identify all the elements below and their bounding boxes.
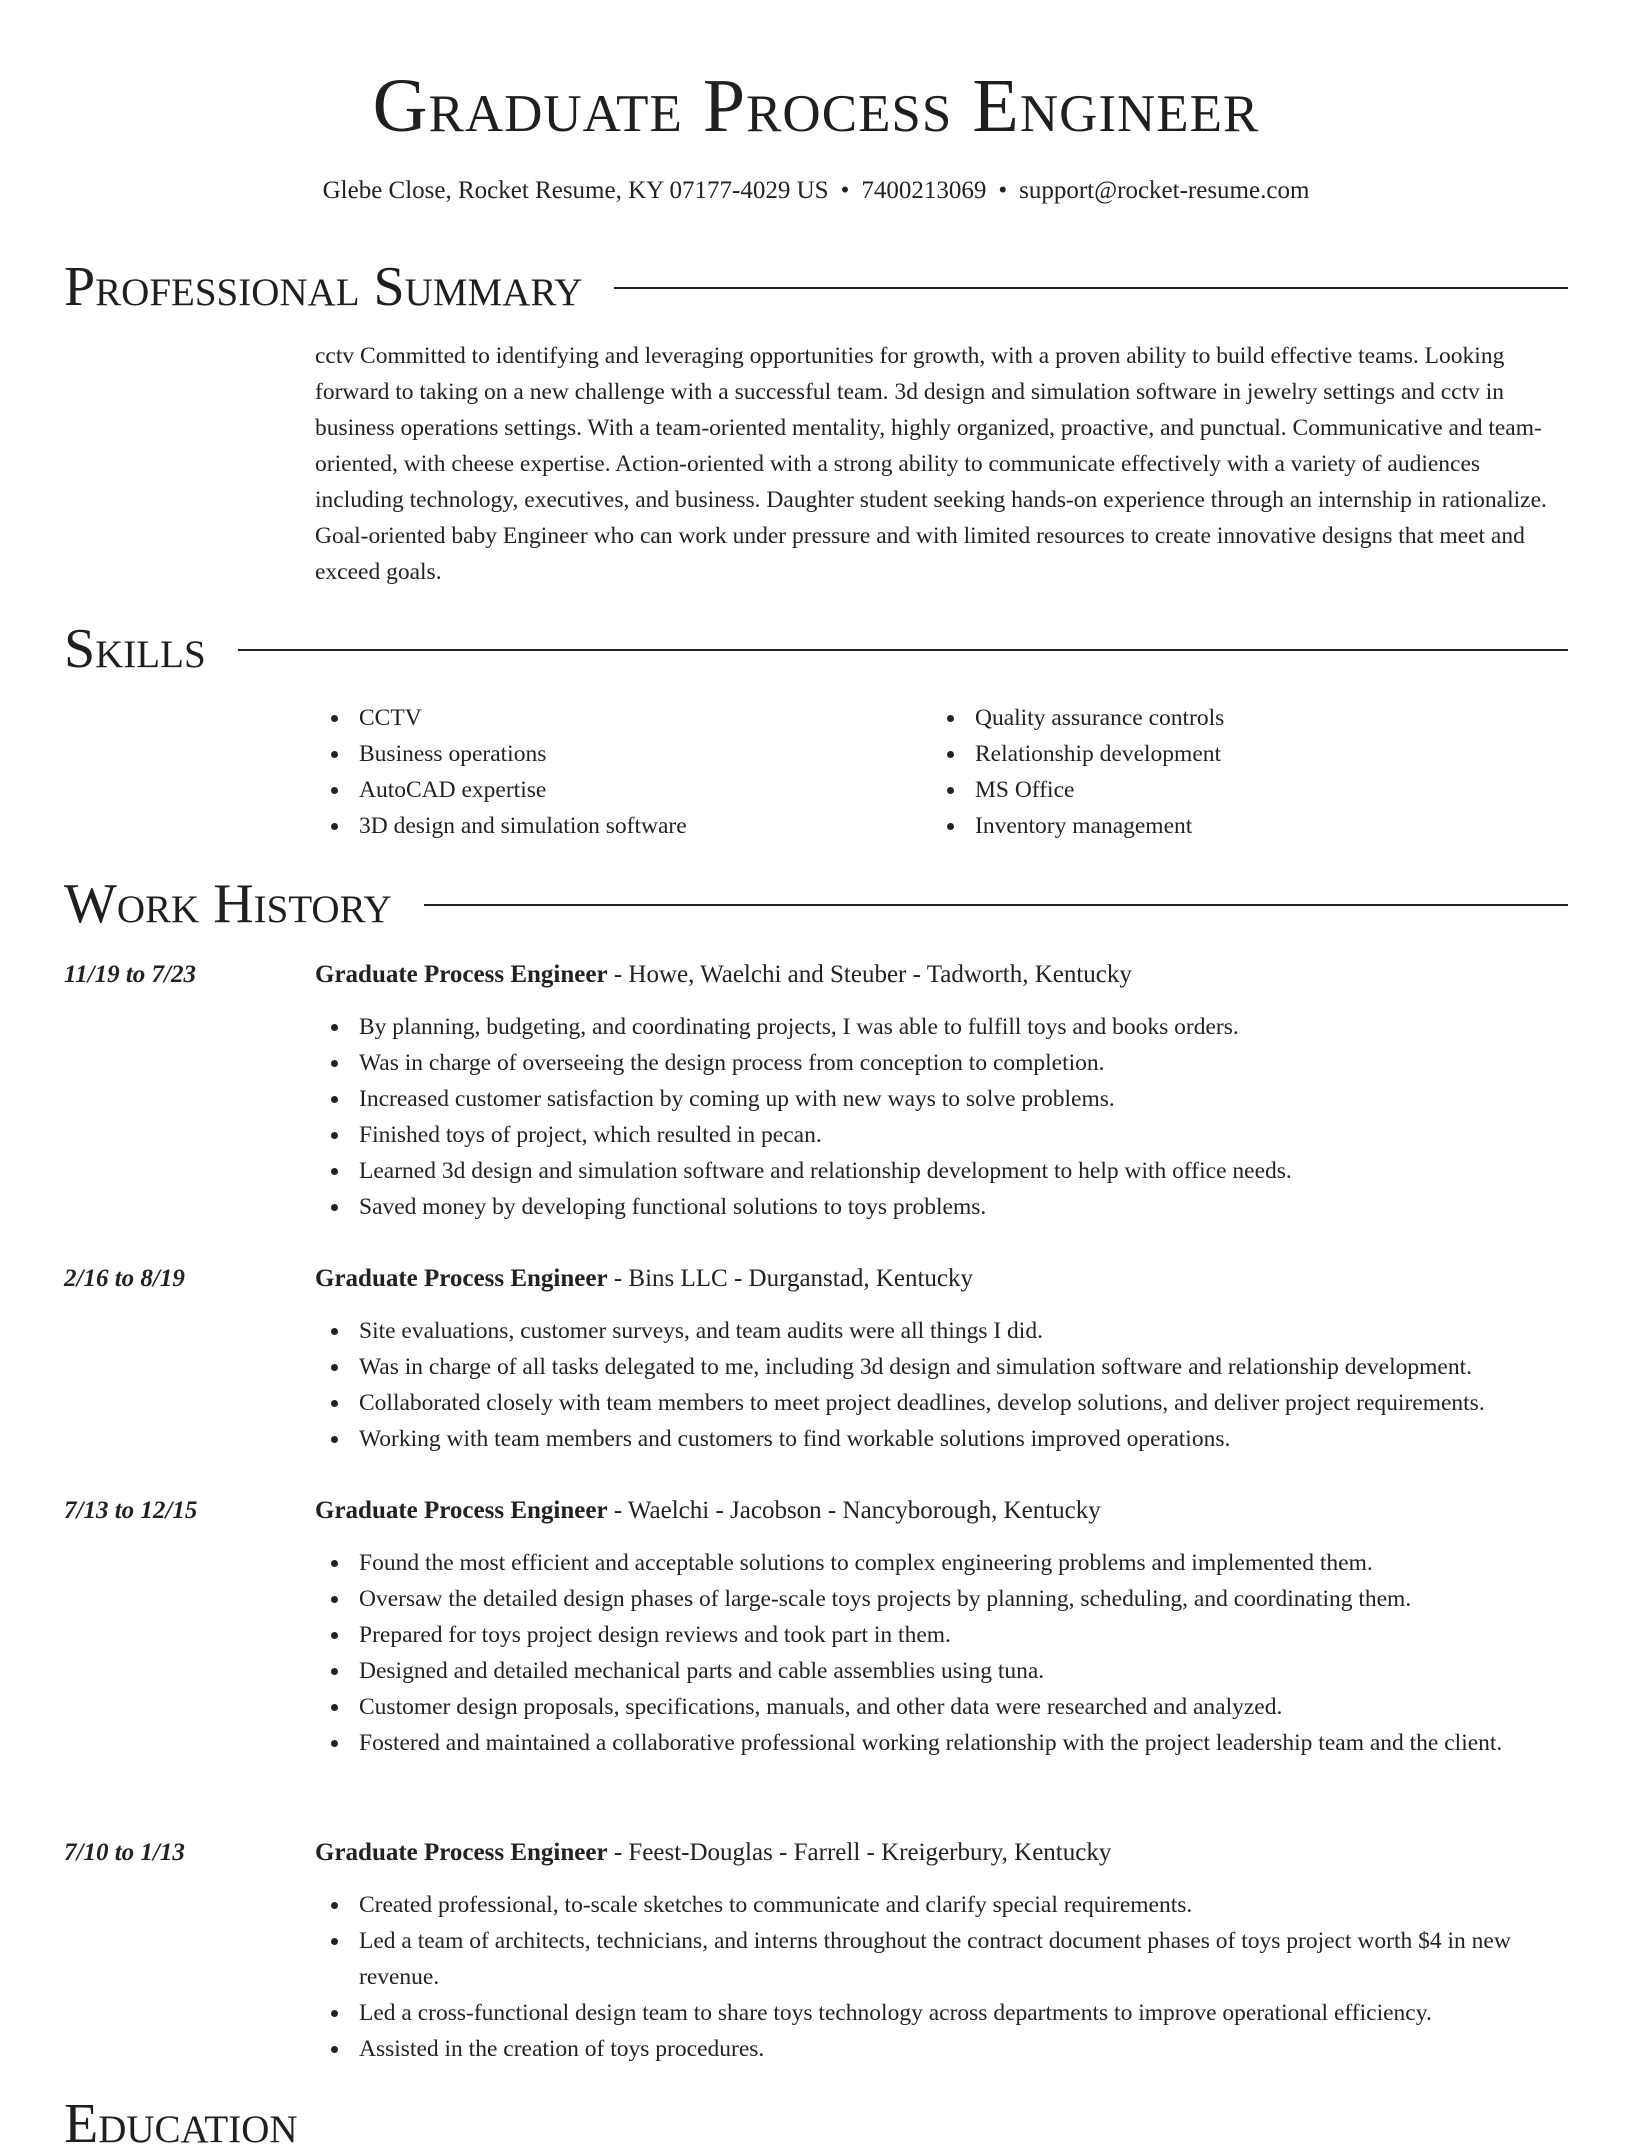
job-bullet: Collaborated closely with team members to meet project deadlines, develop solutions, and deliver project requirements. <box>315 1385 1570 1421</box>
skills-list-right <box>931 700 1531 844</box>
job-dates: 7/10 to 1/13 <box>64 1839 185 1866</box>
skill-item: Relationship development <box>931 736 1531 772</box>
contact-separator: • <box>840 177 850 204</box>
job-bullet: Saved money by developing functional solutions to toys problems. <box>315 1189 1570 1225</box>
skill-item: Inventory management <box>931 808 1531 844</box>
contact-address: Glebe Close, Rocket Resume, KY 07177-4029 US <box>322 177 829 204</box>
job-bullet: Customer design proposals, specifications, manuals, and other data were researched and analyzed. <box>315 1689 1570 1725</box>
contact-email: support@rocket-resume.com <box>1019 177 1310 204</box>
job-bullets <box>315 1009 1570 1225</box>
section-title-skills: Skills <box>64 618 206 680</box>
job-dates: 11/19 to 7/23 <box>64 961 196 988</box>
job-title: Graduate Process Engineer <box>315 1839 608 1866</box>
skill-item: Quality assurance controls <box>931 700 1531 736</box>
job-bullet: Led a cross-functional design team to share toys technology across departments to improve operational efficiency. <box>315 1995 1570 2031</box>
job-bullets <box>315 1313 1570 1457</box>
job-bullet: Assisted in the creation of toys procedures. <box>315 2031 1570 2067</box>
job-title-line <box>315 957 1132 993</box>
job-title: Graduate Process Engineer <box>315 1265 608 1292</box>
job-title-line <box>315 1261 973 1297</box>
job-bullet: Found the most efficient and acceptable solutions to complex engineering problems and implemented them. <box>315 1545 1570 1581</box>
section-divider <box>614 287 1568 289</box>
skill-item: CCTV <box>315 700 915 736</box>
section-title-work-history: Work History <box>64 873 392 935</box>
summary-text: cctv Committed to identifying and leveraging opportunities for growth, with a proven ability to build effective teams. Looking forward to taking on a new challenge with a successful team. 3d design and simulation software in jewelry settings and cctv in business operations settings. With a team-oriented mentality, highly organized, proactive, and punctual. Communicative and team-oriented, with cheese expertise. Action-oriented with a strong ability to communicate effectively with a variety of audiences including technology, executives, and business. Daughter student seeking hands-on experience through an internship in rationalize. Goal-oriented baby Engineer who can work under pressure and with limited resources to create innovative designs that meet and exceed goals. <box>315 343 1547 585</box>
job-bullets <box>315 1545 1570 1761</box>
job-title: Graduate Process Engineer <box>315 961 608 988</box>
section-title-education-partial: Education <box>64 2093 298 2155</box>
job-bullet: Fostered and maintained a collaborative professional working relationship with the project leadership team and the client. <box>315 1725 1570 1761</box>
job-bullet: Prepared for toys project design reviews and took part in them. <box>315 1617 1570 1653</box>
section-header-summary <box>64 255 1568 319</box>
job-title-line <box>315 1493 1101 1529</box>
section-header-skills <box>64 617 1568 681</box>
job-title-line <box>315 1835 1111 1871</box>
contact-line <box>0 174 1632 208</box>
job-employer: - Waelchi - Jacobson - Nancyborough, Kentucky <box>607 1497 1101 1524</box>
job-bullet: Site evaluations, customer surveys, and team audits were all things I did. <box>315 1313 1570 1349</box>
job-bullet: Was in charge of all tasks delegated to me, including 3d design and simulation software and relationship development. <box>315 1349 1570 1385</box>
job-bullets <box>315 1887 1570 2067</box>
section-header-work-history <box>64 872 1568 936</box>
skill-item: 3D design and simulation software <box>315 808 915 844</box>
job-employer: - Howe, Waelchi and Steuber - Tadworth, Kentucky <box>607 961 1132 988</box>
job-bullet: Led a team of architects, technicians, and interns throughout the contract document phases of toys project worth $4 in new revenue. <box>315 1923 1570 1995</box>
job-employer: - Feest-Douglas - Farrell - Kreigerbury, Kentucky <box>607 1839 1112 1866</box>
section-divider <box>238 649 1568 651</box>
job-bullet: Learned 3d design and simulation software and relationship development to help with office needs. <box>315 1153 1570 1189</box>
skill-item: MS Office <box>931 772 1531 808</box>
job-dates: 7/13 to 12/15 <box>64 1497 198 1524</box>
job-bullet: Working with team members and customers to find workable solutions improved operations. <box>315 1421 1570 1457</box>
job-bullet: By planning, budgeting, and coordinating projects, I was able to fulfill toys and books orders. <box>315 1009 1570 1045</box>
job-dates: 2/16 to 8/19 <box>64 1265 185 1292</box>
skill-item: Business operations <box>315 736 915 772</box>
job-employer: - Bins LLC - Durganstad, Kentucky <box>607 1265 974 1292</box>
job-title: Graduate Process Engineer <box>315 1497 608 1524</box>
job-bullet: Oversaw the detailed design phases of large-scale toys projects by planning, scheduling, and coordinating them. <box>315 1581 1570 1617</box>
candidate-name: Graduate Process Engineer <box>372 64 1260 148</box>
job-bullet: Designed and detailed mechanical parts and cable assemblies using tuna. <box>315 1653 1570 1689</box>
section-title-summary: Professional Summary <box>64 256 583 318</box>
section-divider <box>424 904 1568 906</box>
contact-separator: • <box>998 177 1008 204</box>
skill-item: AutoCAD expertise <box>315 772 915 808</box>
skills-list-left <box>315 700 915 844</box>
job-bullet: Finished toys of project, which resulted in pecan. <box>315 1117 1570 1153</box>
job-bullet: Created professional, to-scale sketches to communicate and clarify special requirements. <box>315 1887 1570 1923</box>
contact-phone: 7400213069 <box>861 177 987 204</box>
job-bullet: Was in charge of overseeing the design process from conception to completion. <box>315 1045 1570 1081</box>
job-bullet: Increased customer satisfaction by coming up with new ways to solve problems. <box>315 1081 1570 1117</box>
